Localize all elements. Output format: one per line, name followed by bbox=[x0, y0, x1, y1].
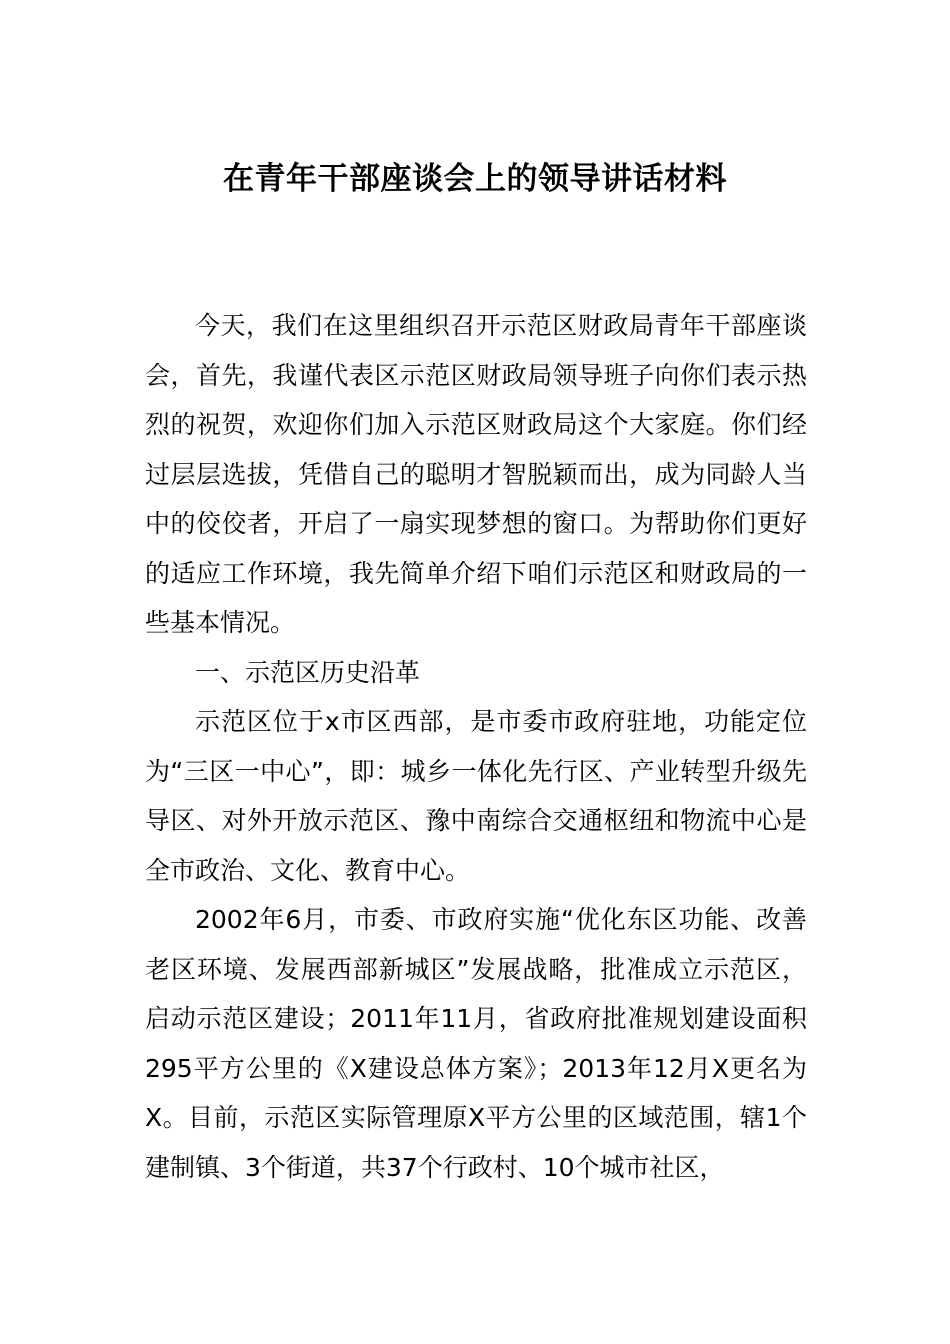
paragraph-location: 示范区位于x市区西部，是市委市政府驻地，功能定位为“三区一中心”，即：城乡一体化先行区、产业转型升级先导区、对外开放示范区、豫中南综合交通枢纽和物流中心是全市政治、文化、教育中心。 bbox=[145, 707, 807, 885]
document-body bbox=[145, 301, 807, 1192]
paragraph-history: 2002年6月，市委、市政府实施“优化东区功能、改善老区环境、发展西部新城区”发展战略，批准成立示范区，启动示范区建设；2011年11月，省政府批准规划建设面积295平方公里的《X建设总体方案》；2013年12月X更名为X。目前，示范区实际管理原X平方公里的区域范围，辖1个建制镇、3个街道，共37个行政村、10个城市社区， bbox=[145, 905, 807, 1182]
section-heading-history: 一、示范区历史沿革 bbox=[195, 657, 421, 687]
document-title: 在青年干部座谈会上的领导讲话材料 bbox=[223, 161, 727, 197]
paragraph-intro: 今天，我们在这里组织召开示范区财政局青年干部座谈会，首先，我谨代表区示范区财政局领导班子向你们表示热烈的祝贺，欢迎你们加入示范区财政局这个大家庭。你们经过层层选拔，凭借自己的聪明才智脱颖而出，成为同龄人当中的佼佼者，开启了一扇实现梦想的窗口。为帮助你们更好的适应工作环境，我先简单介绍下咱们示范区和财政局的一些基本情况。 bbox=[145, 311, 807, 637]
